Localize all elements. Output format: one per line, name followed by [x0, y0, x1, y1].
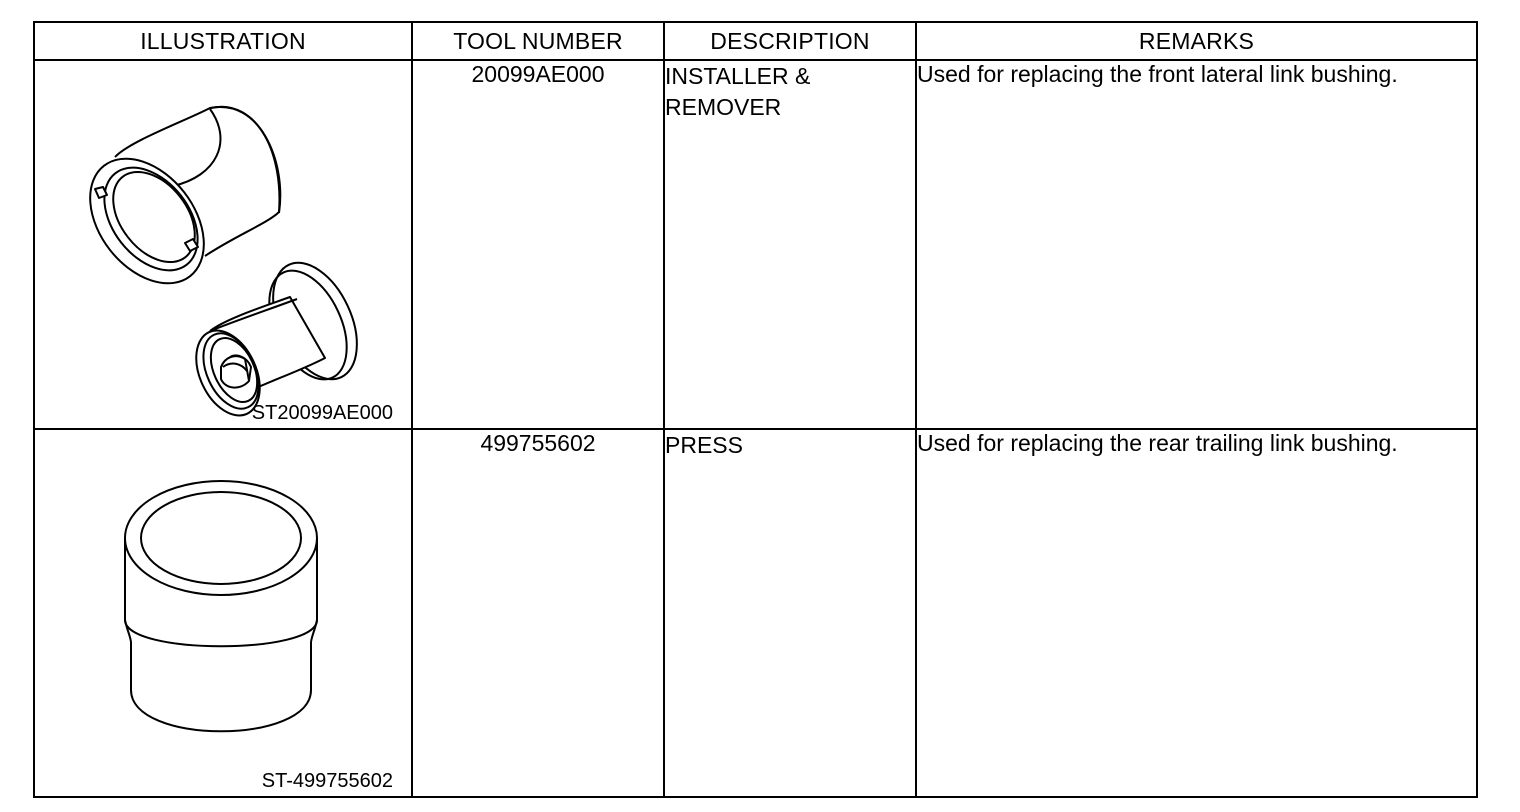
- table-row: [34, 429, 1477, 797]
- remarks-cell: Used for replacing the rear trailing link bushing.: [916, 429, 1477, 797]
- remarks-cell: Used for replacing the front lateral link bushing.: [916, 60, 1477, 429]
- description-line: INSTALLER &: [665, 63, 811, 89]
- description-line: PRESS: [665, 432, 743, 458]
- header-illustration: ILLUSTRATION: [34, 22, 412, 60]
- illustration-code: ST20099AE000: [251, 402, 393, 424]
- illustration-cell: [34, 429, 412, 797]
- table-row: [34, 60, 1477, 429]
- special-tools-table: [33, 21, 1478, 798]
- description-cell: [664, 60, 916, 429]
- header-remarks: REMARKS: [916, 22, 1477, 60]
- illustration-cell: [34, 60, 412, 429]
- header-tool-number: TOOL NUMBER: [412, 22, 664, 60]
- tool-number: 499755602: [412, 429, 664, 797]
- tool-number: 20099AE000: [412, 60, 664, 429]
- installer-remover-icon: [35, 61, 411, 428]
- description-line: REMOVER: [665, 94, 782, 120]
- press-icon: [35, 430, 411, 796]
- header-description: DESCRIPTION: [664, 22, 916, 60]
- description-cell: [664, 429, 916, 797]
- table-header-row: [34, 22, 1477, 60]
- illustration-code: ST-499755602: [261, 770, 393, 792]
